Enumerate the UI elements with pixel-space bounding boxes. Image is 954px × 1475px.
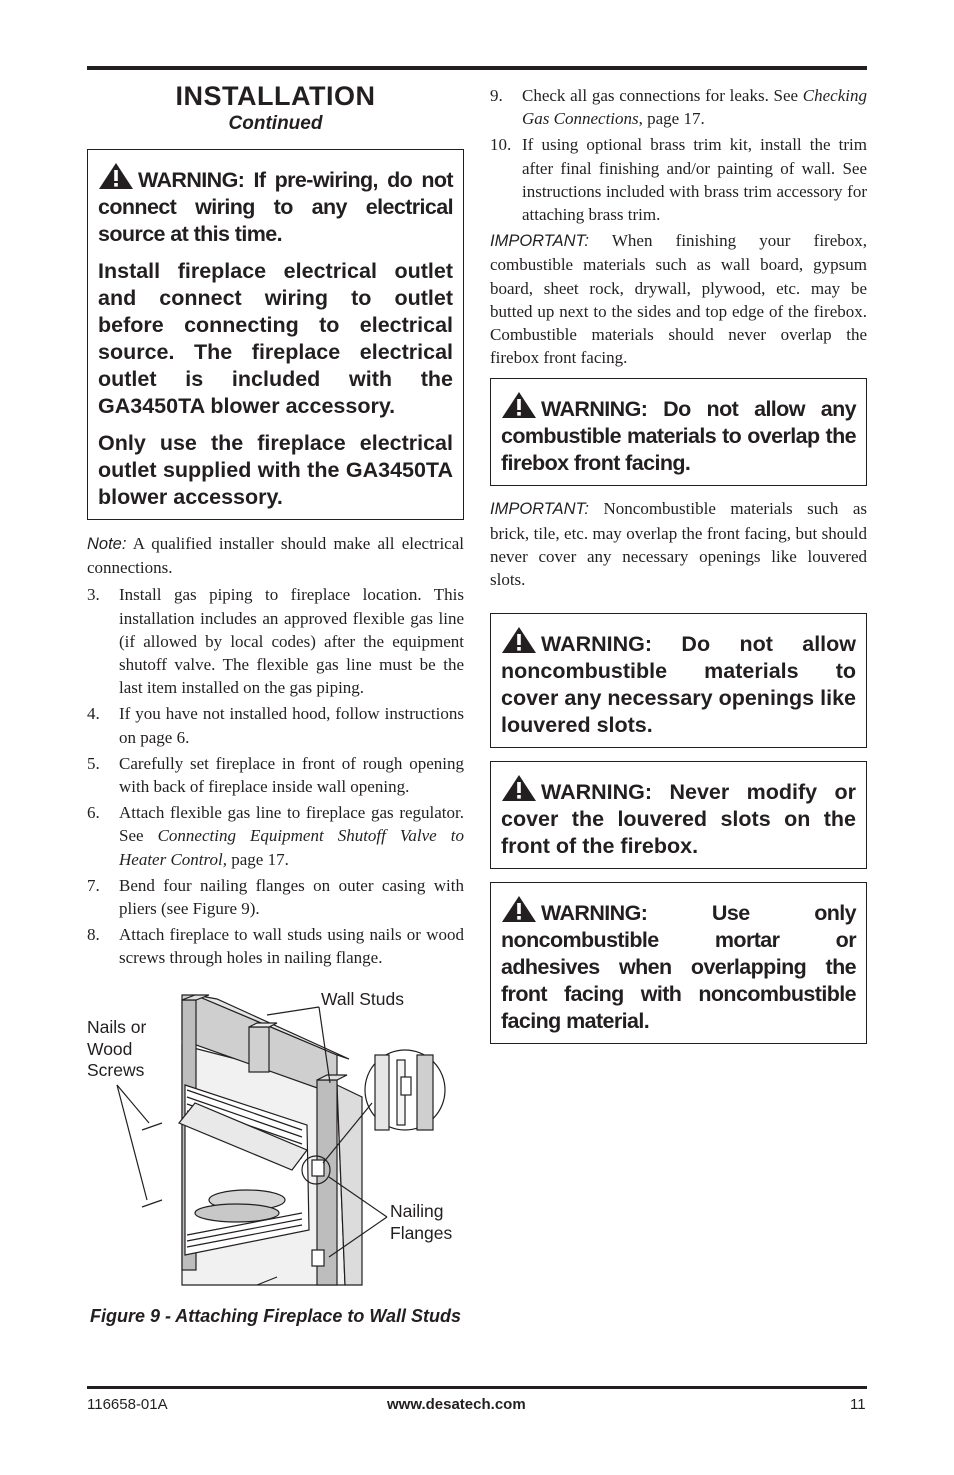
section-title: INSTALLATION — [175, 81, 376, 111]
warning-box-noncombustible: WARNING: Do not allow noncombustible materials to cover any necessary openings like louvered slots. — [490, 613, 867, 748]
step-item: 5. Carefully set fireplace in front of rough opening with back of fireplace inside wall opening. — [87, 753, 464, 797]
figure-caption: Figure 9 - Attaching Fireplace to Wall Studs — [89, 1306, 462, 1326]
top-rule — [87, 66, 867, 70]
warning-box-combustible: WARNING: Do not allow any combustible materials to overlap the firebox front facing. — [490, 378, 867, 486]
step-item: 10. If using optional brass trim kit, install the trim after final finishing and/or painting of wall. See instructions included with brass trim accessory for attaching brass trim. — [490, 135, 867, 225]
label-nails-line1: Nails or — [87, 1017, 147, 1037]
step-item: 6. Attach flexible gas line to fireplace gas regulator. See Connecting Equipment Shutoff Valve to Heater Control, page 17. — [87, 803, 464, 869]
label-wall-studs: Wall Studs — [321, 989, 404, 1009]
warning-box-mortar: WARNING: Use only noncombustible mortar or adhesives when overlapping the front facing with noncombustible facing material. — [490, 882, 867, 1044]
warning-electrical-line1: WARNING: If pre-wiring, do not connect wiring to any electrical source at this time. — [98, 162, 453, 248]
steps-list-left — [87, 583, 464, 969]
warning-triangle-icon — [501, 391, 537, 419]
label-flanges-line1: Nailing — [390, 1201, 444, 1221]
steps-list-right — [490, 84, 867, 226]
step-item: 9. Check all gas connections for leaks. See Checking Gas Connections, page 17. — [490, 86, 867, 129]
step-item: 8. Attach fireplace to wall studs using nails or wood screws through holes in nailing flange. — [87, 925, 464, 968]
important-paragraph-1: IMPORTANT: When finishing your firebox, combustible materials such as wall board, gypsum board, sheet rock, drywall, plywood, etc. may be butted up next to the sides and top edge of the firebox. Combustible materials should never overlap the firebox front facing. — [490, 231, 867, 368]
bottom-rule — [87, 1386, 867, 1389]
warning-electrical-line3: Only use the fireplace electrical outlet supplied with the GA3450TA blower accessory. — [98, 431, 453, 509]
warning-triangle-icon — [501, 774, 537, 802]
step-item: 3. Install gas piping to fireplace location. This installation includes an approved flexible gas line (if allowed by local codes) after the equipment shutoff valve. The flexible gas line must be the last item installed on the gas piping. — [87, 585, 464, 698]
right-column — [490, 84, 867, 1044]
note-paragraph: Note: A qualified installer should make all electrical connections. — [87, 534, 464, 578]
warning-triangle-icon — [98, 162, 134, 190]
warning-box-modify: WARNING: Never modify or cover the louvered slots on the front of the firebox. — [490, 761, 867, 869]
step-item: 7. Bend four nailing flanges on outer casing with pliers (see Figure 9). — [87, 875, 464, 919]
footer-doc-number: 116658-01A — [87, 1396, 168, 1413]
section-subtitle: Continued — [228, 113, 323, 134]
warning-electrical-line2: Install fireplace electrical outlet and connect wiring to outlet before connecting to electrical source. The fireplace electrical outlet is included with the GA3450TA blower accessory. — [98, 259, 453, 418]
footer-page-number: 11 — [850, 1396, 866, 1413]
warning-triangle-icon — [501, 626, 537, 654]
important-paragraph-2: IMPORTANT: Noncombustible materials such as brick, tile, etc. may overlap the front facing, but should never cover any necessary openings like louvered slots. — [490, 499, 867, 590]
label-nails-line3: Screws — [87, 1060, 145, 1080]
label-flanges-line2: Flanges — [390, 1223, 453, 1243]
footer-website: www.desatech.com — [387, 1396, 526, 1413]
step-item: 4. If you have not installed hood, follow instructions on page 6. — [87, 704, 464, 747]
warning-triangle-icon — [501, 895, 537, 923]
warning-box-electrical — [87, 149, 464, 520]
label-nails-line2: Wood — [87, 1039, 133, 1059]
left-column — [87, 80, 464, 973]
